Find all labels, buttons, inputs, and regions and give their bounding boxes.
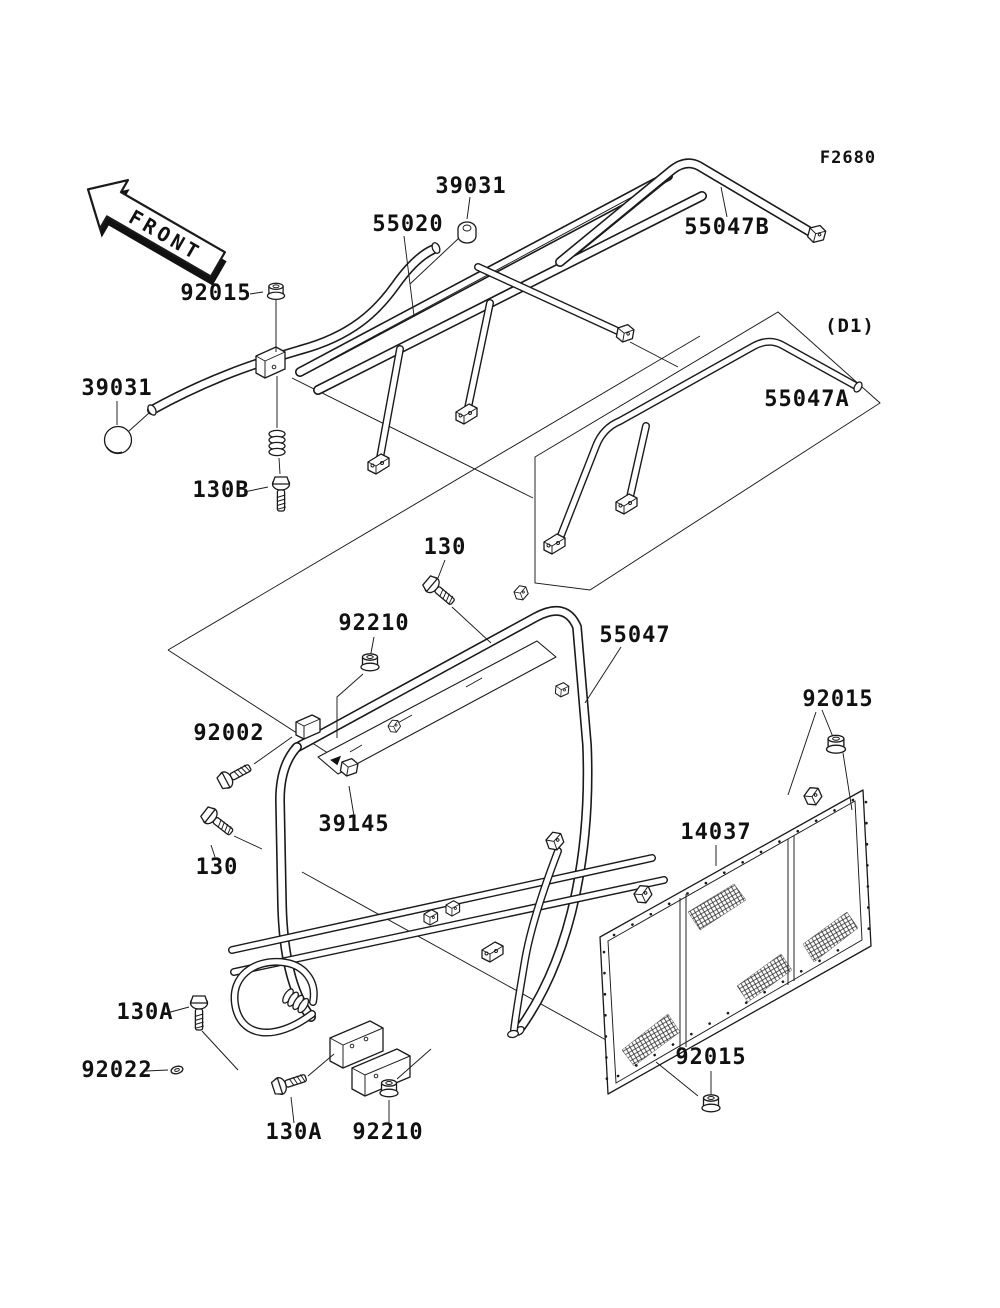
bolt-130b — [273, 477, 290, 511]
figure-code: F2680 — [819, 148, 877, 168]
nut-92015-right — [827, 735, 846, 753]
nut-92210-lower — [380, 1080, 398, 1097]
washer-92022 — [170, 1065, 183, 1075]
part-label-39145: 39145 — [318, 812, 390, 837]
part-label-92210-lower: 92210 — [352, 1120, 424, 1145]
nut-92210-center — [361, 654, 379, 671]
nut-92015-upper — [267, 283, 284, 299]
bolt-130-center — [421, 574, 458, 609]
part-label-130a-lower: 130A — [265, 1120, 323, 1145]
guard-frame-55047a — [544, 342, 864, 554]
bushing-39031-top — [458, 222, 476, 243]
spring-130b — [269, 430, 285, 455]
part-label-55047: 55047 — [599, 623, 671, 648]
section-ref-d1: (D1) — [825, 315, 875, 337]
part-label-14037: 14037 — [680, 820, 752, 845]
part-label-130-center: 130 — [423, 535, 467, 560]
part-label-55047a: 55047A — [764, 387, 850, 412]
bolt-92002 — [216, 760, 254, 791]
part-label-92022: 92022 — [81, 1058, 153, 1083]
nut-92015-lower — [702, 1095, 720, 1112]
part-label-92002: 92002 — [193, 721, 265, 746]
guard-frame-55047 — [280, 584, 588, 1037]
part-label-92015-upper: 92015 — [180, 281, 252, 306]
bumper-hook — [235, 962, 314, 1033]
part-label-39031-top: 39031 — [435, 174, 507, 199]
bottom-bracket-assembly — [330, 1021, 410, 1096]
part-label-92015-right: 92015 — [802, 687, 874, 712]
guard-flange-plate — [318, 641, 556, 774]
bolt-130-left — [199, 805, 236, 839]
part-label-130a-upper: 130A — [116, 1000, 174, 1025]
bolt-130a-lower — [271, 1070, 309, 1097]
handle-clamp-block — [256, 347, 285, 378]
part-label-92015-lower: 92015 — [675, 1045, 747, 1070]
part-label-130-left: 130 — [195, 855, 239, 880]
part-label-130b: 130B — [192, 478, 250, 503]
part-label-55020: 55020 — [372, 212, 444, 237]
part-label-92210-center: 92210 — [338, 611, 410, 636]
part-label-39031-left: 39031 — [81, 376, 153, 401]
front-arrow-label: FRONT — [124, 204, 207, 266]
d1-plane — [535, 312, 880, 590]
bolt-130a-upper — [191, 996, 208, 1030]
part-label-55047b: 55047B — [684, 215, 770, 240]
front-arrow — [71, 165, 238, 298]
